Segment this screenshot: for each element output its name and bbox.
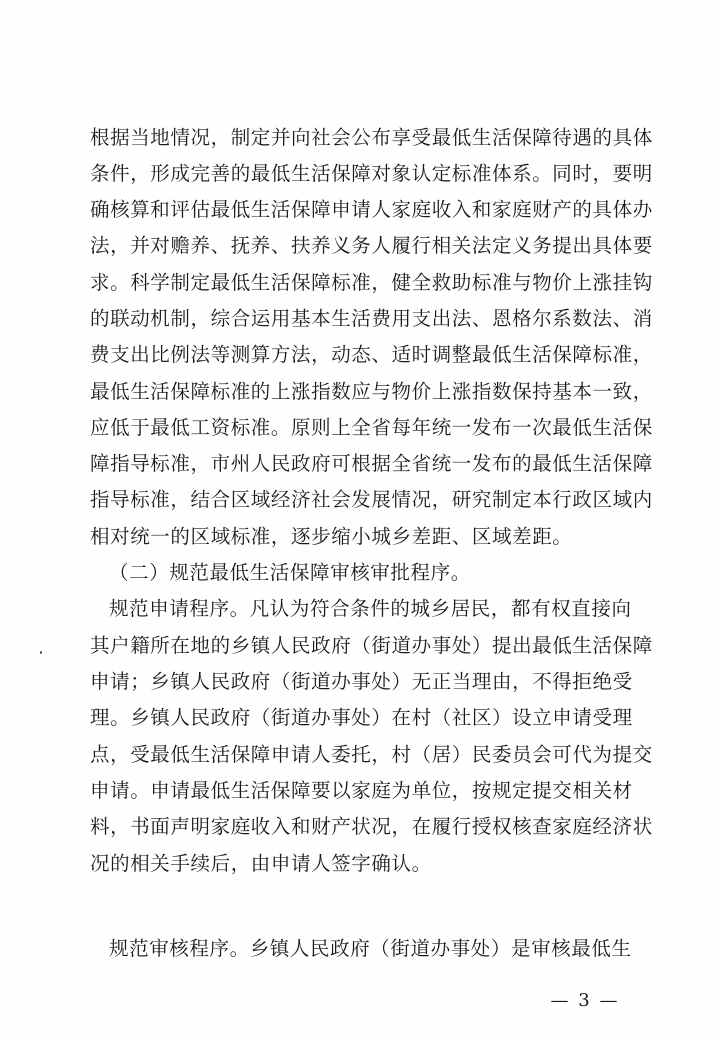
body-text-line: 指导标准，结合区域经济社会发展情况，研究制定本行政区域内 (90, 488, 653, 511)
body-text-line: 应低于最低工资标准。原则上全省每年统一发布一次最低生活保 (90, 416, 653, 439)
body-text-line: 理。乡镇人民政府（街道办事处）在村（社区）设立申请受理 (90, 706, 633, 729)
page-number: — 3 — (550, 990, 620, 1011)
body-text-line: 其户籍所在地的乡镇人民政府（街道办事处）提出最低生活保障 (90, 634, 653, 657)
body-text-line: 求。科学制定最低生活保障标准，健全救助标准与物价上涨挂钩 (90, 271, 653, 294)
body-text-line: 障指导标准，市州人民政府可根据全省统一发布的最低生活保障 (90, 452, 653, 475)
body-text-line: 相对统一的区域标准，逐步缩小城乡差距、区域差距。 (90, 525, 573, 548)
body-text-line: 的联动机制，综合运用基本生活费用支出法、恩格尔系数法、消 (90, 307, 653, 330)
paragraph-first-line: 规范审核程序。乡镇人民政府（街道办事处）是审核最低生 (109, 937, 632, 960)
paragraph-first-line: 规范申请程序。凡认为符合条件的城乡居民，都有权直接向 (109, 597, 632, 620)
body-text-line: 况的相关手续后，由申请人签字确认。 (90, 852, 432, 875)
body-text-line: 根据当地情况，制定并向社会公布享受最低生活保障待遇的具体 (90, 126, 653, 149)
body-text-line: 确核算和评估最低生活保障申请人家庭收入和家庭财产的具体办 (90, 198, 653, 221)
body-text-line: 法，并对赡养、抚养、扶养义务人履行相关法定义务提出具体要 (90, 234, 653, 257)
scan-speck (40, 651, 42, 654)
body-text-line: 条件，形成完善的最低生活保障对象认定标准体系。同时，要明 (90, 162, 653, 185)
body-text-line: 料，书面声明家庭收入和财产状况，在履行授权核查家庭经济状 (90, 815, 653, 838)
body-text-line: 最低生活保障标准的上涨指数应与物价上涨指数保持基本一致， (90, 380, 653, 403)
body-text-line: 费支出比例法等测算方法，动态、适时调整最低生活保障标准， (90, 343, 653, 366)
section-heading: （二）规范最低生活保障审核审批程序。 (109, 561, 471, 584)
body-text-line: 申请。申请最低生活保障要以家庭为单位，按规定提交相关材 (90, 779, 633, 802)
body-text-line: 申请；乡镇人民政府（街道办事处）无正当理由，不得拒绝受 (90, 670, 633, 693)
body-text-line: 点，受最低生活保障申请人委托，村（居）民委员会可代为提交 (90, 743, 653, 766)
